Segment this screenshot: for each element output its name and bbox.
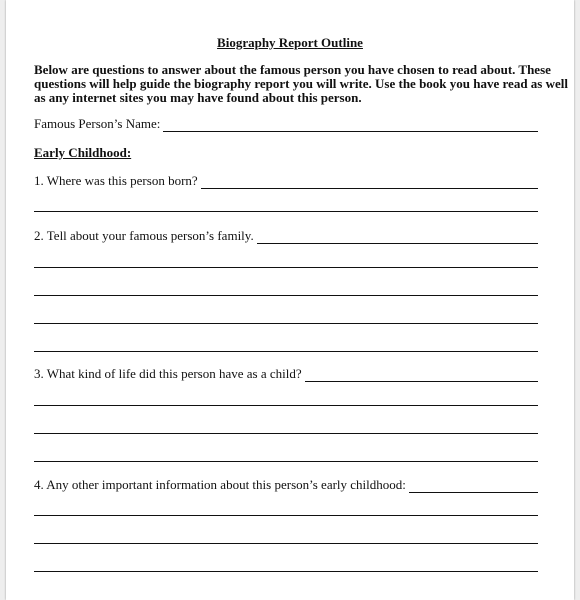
answer-line[interactable] xyxy=(34,571,538,572)
answer-line[interactable] xyxy=(34,351,538,352)
answer-line[interactable] xyxy=(34,515,538,516)
question-1-text: 1. Where was this person born? xyxy=(34,173,198,188)
answer-line[interactable] xyxy=(34,433,538,434)
intro-line: as any internet sites you may have found about this person. xyxy=(34,90,362,105)
question-2-text: 2. Tell about your famous person’s family. xyxy=(34,228,254,243)
answer-line[interactable] xyxy=(34,543,538,544)
question-3-text: 3. What kind of life did this person have as a child? xyxy=(34,366,302,381)
intro-paragraph xyxy=(34,62,568,105)
question-3-answer-line[interactable] xyxy=(305,369,538,382)
answer-line[interactable] xyxy=(34,295,538,296)
answer-line[interactable] xyxy=(34,323,538,324)
answer-line[interactable] xyxy=(34,267,538,268)
name-label: Famous Person’s Name: xyxy=(34,116,161,131)
answer-line[interactable] xyxy=(34,405,538,406)
question-4-answer-line[interactable] xyxy=(409,480,538,493)
section-heading-early-childhood: Early Childhood: xyxy=(34,145,132,160)
answer-line[interactable] xyxy=(34,211,538,212)
document-page xyxy=(6,0,574,600)
answer-line[interactable] xyxy=(34,461,538,462)
question-4-text: 4. Any other important information about this person’s early childhood: xyxy=(34,477,406,492)
question-2-answer-line[interactable] xyxy=(257,231,538,244)
question-1-row xyxy=(34,173,538,189)
question-3-row xyxy=(34,366,538,382)
intro-line: questions will help guide the biography report you will write. Use the book you have read as well xyxy=(34,76,568,91)
question-2-row xyxy=(34,228,538,244)
intro-line: Below are questions to answer about the famous person you have chosen to read about. These xyxy=(34,62,551,77)
question-4-row xyxy=(34,477,538,493)
document-title: Biography Report Outline xyxy=(217,35,363,50)
name-answer-line[interactable] xyxy=(163,119,538,132)
name-field-row xyxy=(34,116,538,132)
question-1-answer-line[interactable] xyxy=(201,176,538,189)
